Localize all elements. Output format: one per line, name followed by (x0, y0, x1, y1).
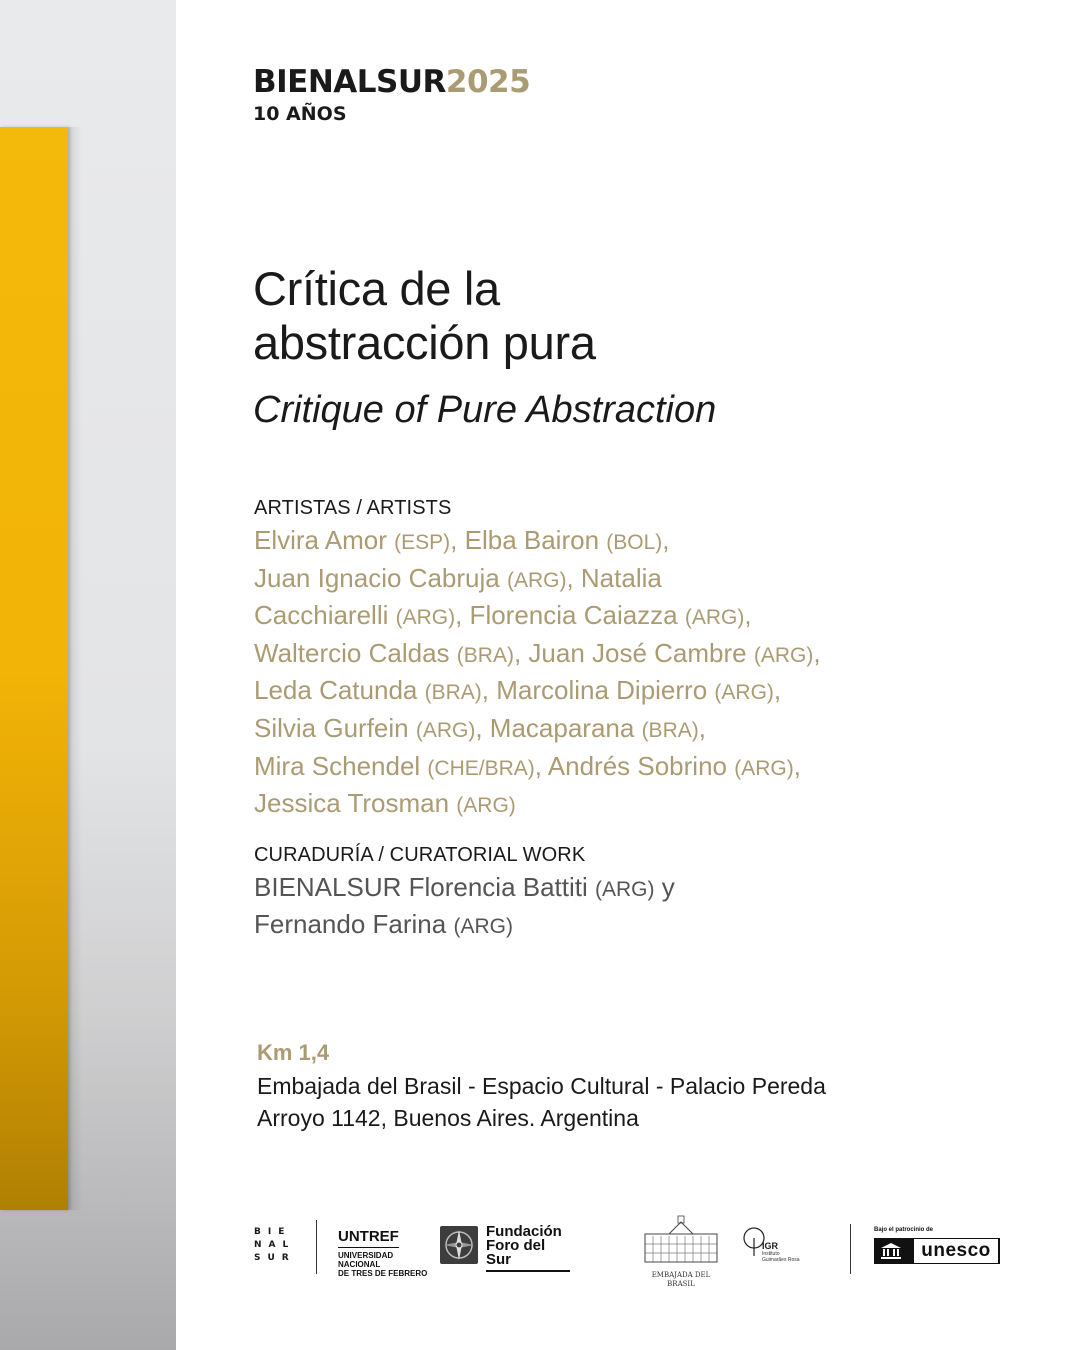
temple-icon (880, 1243, 902, 1259)
title-es-line-2: abstracción pura (253, 316, 596, 369)
artist-line (254, 673, 954, 711)
artist-name-text: , Natalia (566, 562, 662, 593)
artist-country-code: (BRA) (456, 643, 514, 667)
brand-name: BIENALSUR (253, 64, 446, 100)
artists-list (254, 523, 954, 824)
artist-name-text: Juan Ignacio Cabruja (254, 562, 507, 593)
curator-name-text: y (654, 872, 675, 902)
igr-subtitle: Instituto Guimarães Rosa (762, 1251, 800, 1263)
brand-wordmark (253, 66, 530, 98)
artist-country-code: (ARG) (506, 568, 567, 592)
artist-name-text: , (813, 637, 821, 668)
untref-name: UNTREF (338, 1229, 399, 1248)
igr-name: IGR (762, 1241, 779, 1251)
foro-line-1: Fundación (486, 1223, 562, 1240)
unesco-wordmark: unesco (914, 1239, 998, 1263)
sponsor-logos (254, 1212, 1014, 1288)
artist-name-text: , (773, 675, 782, 706)
artist-name-text: , Marcolina Dipierro (481, 675, 715, 706)
unesco-logo (874, 1226, 1004, 1264)
curator-line (254, 907, 954, 944)
artist-name-text: , Elba Bairon (450, 525, 607, 555)
artist-country-code: (BOL) (606, 531, 663, 554)
artist-line (254, 749, 954, 787)
title-es-line-1: Crítica de la (253, 262, 500, 315)
foro-line-3: Sur (486, 1251, 512, 1268)
venue-address: Arroyo 1142, Buenos Aires. Argentina (257, 1105, 639, 1131)
bienalsur-logo-line-2: NAL (254, 1240, 296, 1250)
curators-list (254, 870, 954, 944)
artist-country-code: (ARG) (753, 643, 814, 667)
artist-name-text: Mira Schendel (254, 750, 428, 781)
artist-country-code: (CHE/BRA) (427, 756, 535, 780)
venue-info (257, 1038, 1037, 1134)
bienalsur-logo-line-3: SUR (254, 1253, 296, 1263)
untref-logo (338, 1228, 428, 1278)
untref-sub-2: DE TRES DE FEBRERO (338, 1269, 428, 1278)
unesco-caption: Bajo el patrocinio de (874, 1227, 934, 1233)
artist-name-text: Silvia Gurfein (254, 712, 416, 743)
artist-country-code: (ARG) (395, 606, 456, 630)
artist-country-code: (ESP) (394, 531, 451, 554)
artwork-photo (0, 0, 176, 1350)
exhibition-title-es (253, 262, 1013, 370)
embajada-caption: EMBAJADA DEL BRASIL (651, 1271, 711, 1288)
artist-line (254, 711, 954, 749)
venue-name: Embajada del Brasil - Espacio Cultural - Palacio Pereda (257, 1073, 826, 1099)
artist-line (254, 523, 954, 561)
bienalsur-logo (254, 1226, 294, 1265)
artist-name-text: Leda Catunda (254, 675, 425, 706)
curator-line (254, 870, 954, 907)
artist-name-text: Cacchiarelli (254, 600, 396, 631)
venue-km: Km 1,4 (257, 1040, 330, 1065)
curator-country-code: (ARG) (595, 878, 655, 901)
artist-line (254, 598, 954, 636)
bienalsur-logo-line-1: BIE (254, 1227, 292, 1237)
artist-line (254, 786, 954, 824)
artist-country-code: (ARG) (684, 606, 745, 630)
artist-name-text: Waltercio Caldas (254, 637, 457, 668)
artists-label: ARTISTAS / ARTISTS (254, 497, 452, 519)
palace-icon (638, 1214, 724, 1269)
artist-name-text: , (698, 712, 706, 743)
artist-country-code: (ARG) (415, 718, 476, 742)
artist-country-code: (BRA) (424, 681, 482, 705)
artist-name-text: , (744, 600, 752, 631)
artist-country-code: (BRA) (641, 718, 699, 742)
artist-country-code: (ARG) (456, 794, 516, 818)
brand-subtitle: 10 AÑOS (253, 103, 347, 125)
artist-name-text: Elvira Amor (254, 525, 395, 555)
curator-name-text: Fernando Farina (254, 909, 454, 939)
brand-year: 2025 (445, 64, 531, 100)
brand-header (253, 66, 530, 126)
artist-name-text: , Macaparana (475, 712, 642, 743)
artist-name-text: , Juan José Cambre (513, 637, 754, 668)
exhibition-title-en: Critique of Pure Abstraction (253, 389, 717, 431)
artist-line (254, 561, 954, 599)
artist-name-text: Jessica Trosman (254, 788, 457, 819)
artist-name-text: , Andrés Sobrino (534, 750, 735, 781)
curator-country-code: (ARG) (453, 915, 513, 938)
artist-country-code: (ARG) (714, 681, 774, 705)
logo-divider-2 (850, 1224, 851, 1274)
foro-underline (486, 1270, 570, 1272)
unesco-badge (874, 1238, 1000, 1264)
igr-logo (742, 1224, 802, 1263)
artist-name-text: , Florencia Caiazza (455, 600, 685, 631)
artist-name-text: , (793, 750, 801, 781)
curator-name-text: BIENALSUR Florencia Battiti (254, 872, 596, 902)
logo-divider (316, 1220, 317, 1274)
compass-icon (440, 1226, 478, 1264)
untref-sub-1: UNIVERSIDAD NACIONAL (338, 1251, 394, 1269)
artwork-panel-shadow (68, 127, 82, 1210)
foro-line-2: Foro del (486, 1237, 546, 1254)
artist-country-code: (ARG) (734, 756, 794, 780)
artwork-yellow-panel (0, 127, 68, 1210)
artist-line (254, 636, 954, 674)
embajada-brasil-logo (638, 1214, 724, 1289)
artist-name-text: , (662, 525, 670, 555)
curators-label: CURADURÍA / CURATORIAL WORK (254, 844, 586, 866)
